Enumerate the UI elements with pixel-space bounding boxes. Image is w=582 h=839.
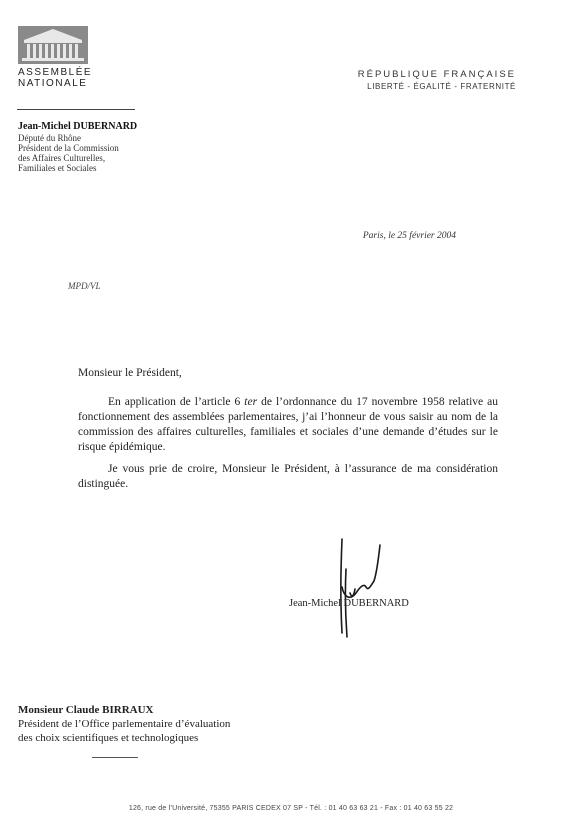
sender-block bbox=[18, 122, 137, 173]
recipient-divider bbox=[92, 757, 138, 758]
body-paragraph-2 bbox=[78, 462, 498, 492]
recipient-block bbox=[18, 703, 230, 745]
logo-text-line2: NATIONALE bbox=[18, 78, 88, 89]
handwritten-signature bbox=[328, 535, 398, 645]
salutation: Monsieur le Président, bbox=[78, 367, 182, 379]
letter-date: Paris, le 25 février 2004 bbox=[362, 231, 456, 241]
sender-line: Président de la Commission bbox=[18, 143, 119, 153]
body-paragraph-1 bbox=[78, 395, 498, 455]
recipient-title-line2: des choix scientifiques et technologiques bbox=[18, 732, 199, 744]
sender-name: Jean-Michel DUBERNARD bbox=[18, 121, 138, 132]
para1-text-end: de l’ordonnance du 17 novembre 1958 relative au fonctionnement des assemblées parlementaires, j’ai l’honneur de vous saisir au nom de la commission des affaires culturelles, familiales et sociales d’une demande d’études sur le risque épidémique. bbox=[78, 396, 498, 453]
republic-motto: LIBERTÉ - ÉGALITÉ - FRATERNITÉ bbox=[367, 82, 516, 91]
sender-line: des Affaires Culturelles, bbox=[18, 153, 106, 163]
recipient-name: Monsieur Claude BIRRAUX bbox=[18, 704, 154, 716]
logo-text-line1: ASSEMBLÉE bbox=[18, 67, 93, 78]
signature-name: Jean-Michel DUBERNARD bbox=[289, 598, 409, 609]
republic-title: RÉPUBLIQUE FRANÇAISE bbox=[357, 69, 516, 80]
recipient-title-line1: Président de l’Office parlementaire d’évaluation bbox=[18, 718, 231, 730]
para2-text: Je vous prie de croire, Monsieur le Président, à l’assurance de ma considération distinguée. bbox=[78, 463, 498, 490]
assemblee-nationale-logo bbox=[18, 26, 93, 89]
sender-line: Familiales et Sociales bbox=[18, 163, 97, 173]
letter-reference: MPD/VL bbox=[68, 281, 101, 291]
republic-header bbox=[358, 68, 516, 93]
header-divider bbox=[17, 109, 135, 110]
para1-text-start: En application de l’article 6 bbox=[108, 396, 245, 408]
para1-italic-term: ter bbox=[244, 396, 258, 408]
assembly-building-icon bbox=[18, 26, 88, 64]
sender-line: Député du Rhône bbox=[18, 133, 81, 143]
footer-address: 126, rue de l’Université, 75355 PARIS CEDEX 07 SP - Tél. : 01 40 63 63 21 - Fax : 01 40 63 55 22 bbox=[128, 805, 454, 812]
